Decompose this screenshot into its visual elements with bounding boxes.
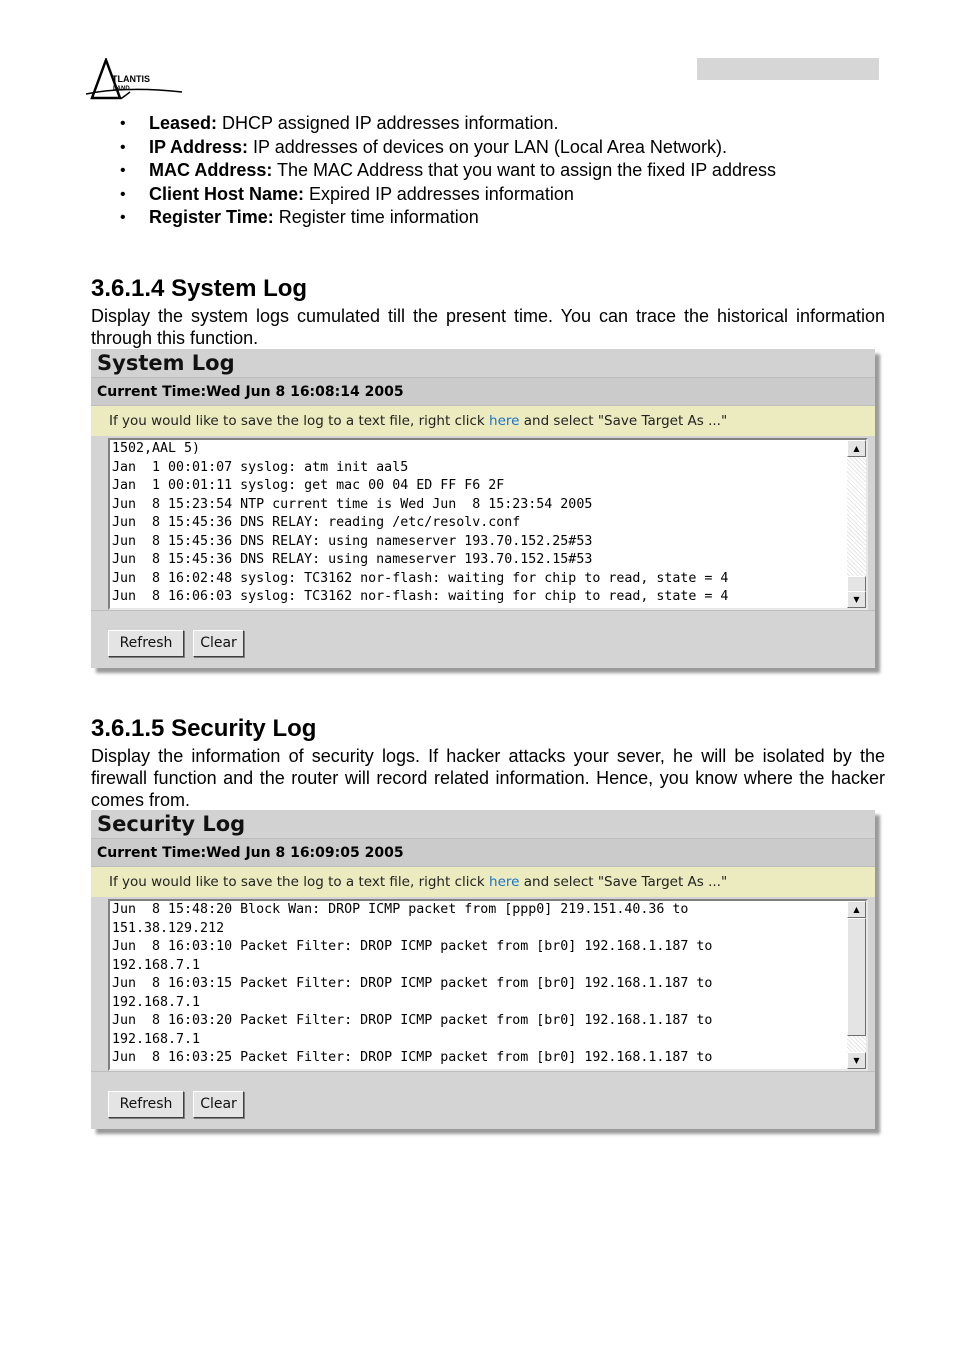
refresh-button[interactable]: Refresh — [108, 630, 184, 657]
scroll-thumb[interactable] — [847, 918, 866, 1036]
svg-text:TLANTIS: TLANTIS — [112, 74, 150, 84]
save-hint: If you would like to save the log to a text file, right click here and select "Save Target As ..." — [91, 867, 875, 897]
svg-text:LAND: LAND — [113, 86, 130, 92]
save-log-link[interactable]: here — [489, 413, 520, 429]
dhcp-field-list — [120, 112, 776, 230]
panel-title: Security Log — [91, 810, 875, 839]
security-log-description: Display the information of security logs. If hacker attacks your sever, he will be isolated by the firewall function and the router will record related information. Hence, you know where the hacker comes from. — [91, 746, 885, 810]
system-log-heading: 3.6.1.4 System Log — [91, 275, 308, 302]
clear-button[interactable]: Clear — [193, 630, 244, 657]
header-bar — [697, 58, 879, 80]
system-log-textarea[interactable] — [108, 438, 868, 610]
system-log-description: Display the system logs cumulated till the present time. You can trace the historical information through this function. — [91, 306, 885, 348]
button-row — [91, 1071, 875, 1129]
scroll-down-icon[interactable]: ▼ — [847, 591, 866, 608]
security-log-panel — [91, 810, 875, 1129]
atlantis-land-logo — [86, 58, 186, 104]
system-log-text: 1502,AAL 5) Jan 1 00:01:07 syslog: atm init aal5 Jan 1 00:01:11 syslog: get mac 00 04 ED FF F6 2F Jun 8 15:23:54 NTP current time is Wed Jun 8 15:23:54 2005 Jun 8 15:45:36 DNS RELAY: reading /etc/resolv.conf Jun 8 15:45:36 DNS RELAY: using nameserver 193.70.152.25#53 Jun 8 15:45:36 DNS RELAY: using nameserver 193.70.152.15#53 Jun 8 16:02:48 syslog: TC3162 nor-flash: waiting for chip to read, state = 4 Jun 8 16:06:03 syslog: TC3162 nor-flash: waiting for chip to read, state = 4 — [112, 441, 729, 604]
security-log-text: Jun 8 15:48:20 Block Wan: DROP ICMP packet from [ppp0] 219.151.40.36 to 151.38.129.212 Jun 8 16:03:10 Packet Filter: DROP ICMP packet from [br0] 192.168.1.187 to 192.168.7.1 Jun 8 16:03:15 Packet Filter: DROP ICMP packet from [br0] 192.168.1.187 to 192.168.7.1 Jun 8 16:03:20 Packet Filter: DROP ICMP packet from [br0] 192.168.1.187 to 192.168.7.1 Jun 8 16:03:25 Packet Filter: DROP ICMP packet from [br0] 192.168.1.187 to — [112, 902, 713, 1065]
current-time: Current Time:Wed Jun 8 16:09:05 2005 — [91, 839, 875, 867]
refresh-button[interactable]: Refresh — [108, 1091, 184, 1118]
scrollbar[interactable] — [847, 440, 866, 608]
button-row — [91, 610, 875, 668]
current-time: Current Time:Wed Jun 8 16:08:14 2005 — [91, 378, 875, 406]
scroll-up-icon[interactable]: ▲ — [847, 440, 866, 457]
security-log-heading: 3.6.1.5 Security Log — [91, 715, 317, 742]
list-item: • Leased: DHCP assigned IP addresses information. — [120, 113, 559, 133]
panel-title: System Log — [91, 349, 875, 378]
save-log-link[interactable]: here — [489, 874, 520, 890]
scrollbar[interactable] — [847, 901, 866, 1069]
list-item: • Register Time: Register time information — [120, 207, 479, 228]
security-log-textarea[interactable] — [108, 899, 868, 1071]
list-item: • IP Address: IP addresses of devices on your LAN (Local Area Network). — [120, 136, 727, 157]
list-item: • MAC Address: The MAC Address that you want to assign the fixed IP address — [120, 160, 776, 181]
scroll-up-icon[interactable]: ▲ — [847, 901, 866, 918]
clear-button[interactable]: Clear — [193, 1091, 244, 1118]
list-item: • Client Host Name: Expired IP addresses information — [120, 183, 574, 204]
save-hint: If you would like to save the log to a text file, right click here and select "Save Target As ..." — [91, 406, 875, 436]
system-log-panel — [91, 349, 875, 668]
scroll-down-icon[interactable]: ▼ — [847, 1052, 866, 1069]
